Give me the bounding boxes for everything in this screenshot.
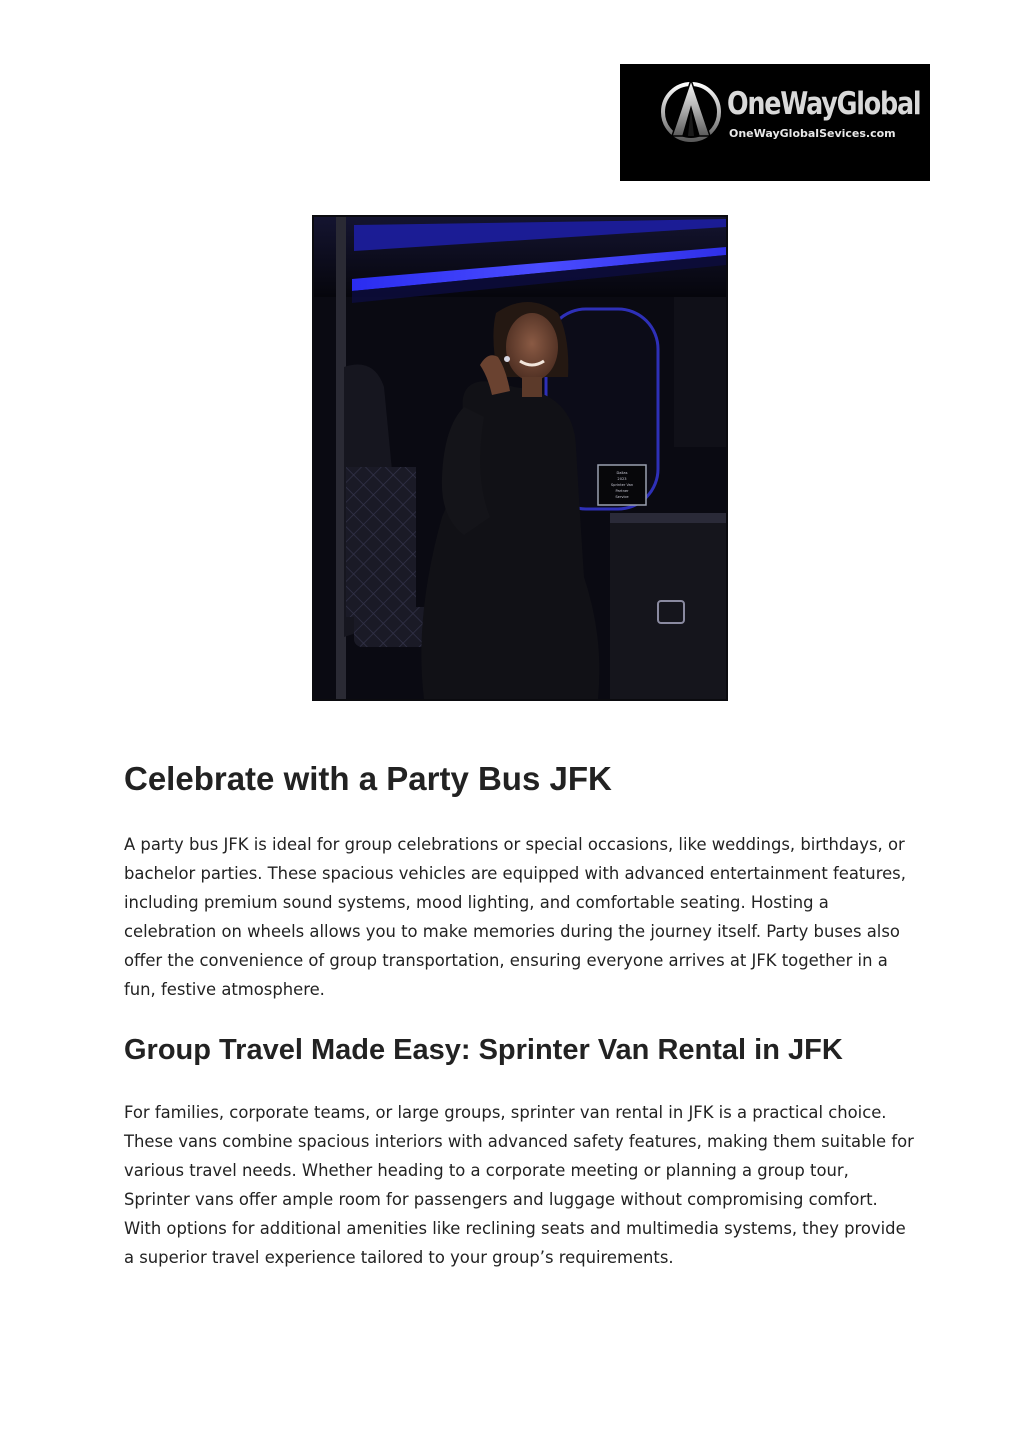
section-heading: Celebrate with a Party Bus JFK <box>124 760 612 797</box>
party-bus-photo <box>312 215 728 701</box>
logo-url-text: OneWayGlobalSevices.com <box>729 127 896 140</box>
section-paragraph: A party bus JFK is ideal for group celebrations or special occasions, like weddings, birthdays, or bachelor parties. These spacious vehicles are equipped with advanced entertainment features, including premium sound systems, mood lighting, and comfortable seating. Hosting a celebration on wheels allows you to make memories during the journey itself. Party buses also offer the convenience of group transportation, ensuring everyone arrives at JFK together in a fun, festive atmosphere. <box>124 835 906 999</box>
placard-line: Service <box>615 495 629 499</box>
section-paragraph: For families, corporate teams, or large groups, sprinter van rental in JFK is a practical choice. These vans combine spacious interiors with advanced safety features, making them suitable for various travel needs. Whether heading to a corporate meeting or planning a group tour, Sprinter vans offer ample room for passengers and luggage without compromising comfort. With options for additional amenities like reclining seats and multimedia systems, they provide a superior travel experience tailored to your group’s requirements. <box>124 1103 914 1267</box>
section-heading: Group Travel Made Easy: Sprinter Van Rental in JFK <box>124 1034 843 1066</box>
arrow-logo-icon <box>660 78 722 144</box>
company-logo <box>620 64 930 181</box>
placard-line: 2023 <box>617 477 627 481</box>
placard-line: Dallas <box>616 471 628 475</box>
placard-line: Partner <box>615 489 629 493</box>
placard-line: Sprinter Van <box>610 483 634 487</box>
logo-brand-text: OneWayGlobal <box>727 86 921 122</box>
